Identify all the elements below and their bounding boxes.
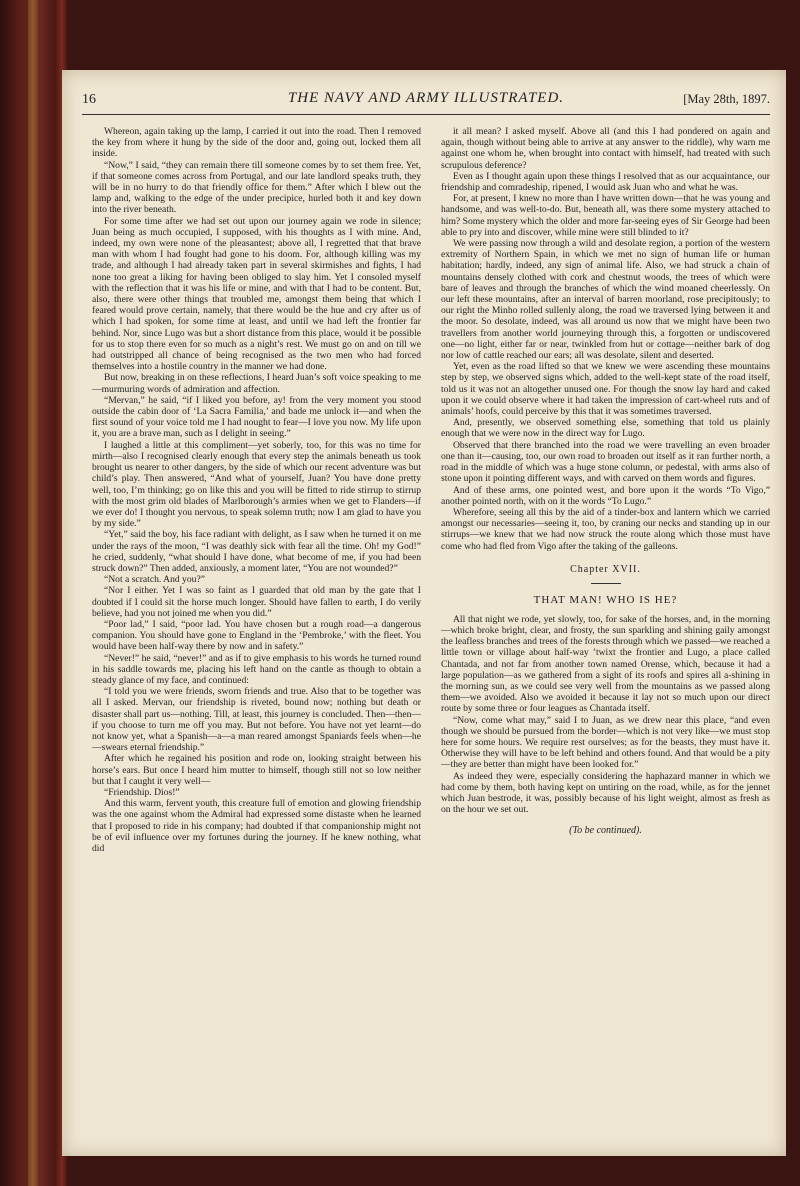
paragraph: “Friendship. Dios!” bbox=[104, 786, 180, 798]
paragraph: And of these arms, one pointed west, and bore upon it the words “To Vigo,” another pointed north, with on it the words “To Lugo.” bbox=[441, 484, 770, 507]
paragraph: After which he regained his position and rode on, looking straight between his horse’s ears. But once I heard him mutter to himself, though still not so low neither but that I caught it very well— bbox=[92, 753, 421, 787]
paragraph: But now, breaking in on these reflections, I heard Juan’s soft voice speaking to me—murmuring words of admiration and affection. bbox=[92, 372, 421, 395]
magazine-page bbox=[62, 70, 786, 1156]
paragraph: “I told you we were friends, sworn friends and true. Also that to be together was all I asked. Mervan, our friendship is riveted, bound now; nothing but death or disaster shall part us—nothing. Till, at least, this journey is concluded. Then—then—if you choose to turn me off you may. But not before. You have not yet learnt—do not know yet, what a Spanish—a—a man reared amongst Spaniards feels when—he—swears eternal friendship.” bbox=[92, 686, 421, 754]
paragraph: And this warm, fervent youth, this creature full of emotion and glowing friendship was the one against whom the Admiral had expressed some distaste when he learned that I proposed to ride in his company; had doubted if that companionship might not be of evil influence over my fortunes during the journey. If he knew nothing, what did bbox=[92, 798, 421, 854]
paragraph: I laughed a little at this compliment—yet soberly, too, for this was no time for mirth—also I recognised clearly enough that every step the animals beneath us took brought us nearer to other dangers, by the side of which our recent adventure was but child’s play. Then answered, “And what of yourself, Juan? You have done pretty well, too, I’m thinking; go on like this and you will be fitted to ride stirrup to stirrup with the most grim old blades of Marlborough’s armies when we get to Flanders—if we ever do! I thought you nervous, to speak solemn truth; now I am glad to have you by my side.” bbox=[92, 439, 421, 530]
running-title: THE NAVY AND ARMY ILLUSTRATED. bbox=[287, 90, 565, 106]
to-be-continued: (To be continued). bbox=[569, 825, 642, 837]
spine-band bbox=[28, 0, 38, 1186]
paragraph: “Now, come what may,” said I to Juan, as we drew near this place, “and even though we should be pursued from the border—which is not very like—we must stop here for some hours. We require rest ourselves; as for the beasts, they must have it. Otherwise they will have to be left behind and others found. And that would be a pity—they are better than might have been looked for.” bbox=[441, 714, 770, 771]
paragraph: “Yet,” said the boy, his face radiant with delight, as I saw when he turned it on me under the rays of the moon, “I was deathly sick with fear all the time. Oh! my God!” he cried, suddenly, “what should I have done, what become of me, if you had been struck down?” Then added, anxiously, a moment later, “You are not wounded?” bbox=[92, 529, 421, 574]
paragraph: “Mervan,” he said, “if I liked you before, ay! from the very moment you stood outside the cabin door of ‘La Sacra Familia,’ and bade me unlock it—and when the first sound of your voice told me I had nought to fear—I love you now. My life upon it, you are a brave man, such as I delight in seeing.” bbox=[92, 394, 421, 440]
right-column-body bbox=[441, 126, 770, 552]
page-header bbox=[82, 88, 770, 115]
chapter-heading: Chapter XVII. bbox=[570, 563, 641, 575]
chapter-rule bbox=[591, 583, 621, 584]
issue-date: [May 28th, 1897. bbox=[683, 92, 770, 106]
chapter-title: THAT MAN! WHO IS HE? bbox=[533, 593, 678, 606]
paragraph: Observed that there branched into the road we were travelling an even broader one than it—causing, too, our own road to broaden out itself as it ran further north, a road in the middle of which was a huge stone column, or pedestal, with arms also of stone upon it pointing different ways, and with carved on them words and figures. bbox=[441, 439, 770, 485]
text-columns bbox=[92, 126, 770, 1146]
paragraph: “Poor lad,” I said, “poor lad. You have chosen but a rough road—a dangerous companion. You should have gone to England in the ‘Pembroke,’ with the fleet. You would have been half-way there by now and in safety.” bbox=[92, 618, 421, 653]
paragraph: And, presently, we observed something else, something that told us plainly enough that we were now in the direct way for Lugo. bbox=[441, 417, 770, 440]
left-column bbox=[92, 126, 421, 1146]
paragraph: “Never!” he said, “never!” and as if to give emphasis to his words he turned round in his saddle towards me, placing his left hand on the cantle as though to obtain a steady glance of my face, and continued: bbox=[92, 652, 421, 686]
paragraph: “Not a scratch. And you?” bbox=[104, 574, 205, 586]
right-column bbox=[441, 126, 770, 1146]
paragraph: We were passing now through a wild and desolate region, a portion of the western extremity of Northern Spain, in which we met no sign of human life or human habitation; hardly, indeed, any sign of animal life. Also, we had struck a chain of mountains densely clothed with cork and chestnut woods, the trees of which were bare of leaves and through the branches of which the wind moaned cheerlessly. On our left these mountains, after an interval of barren moorland, rose precipitously; to our right the Minho rolled sullenly along, the road we traversed lying between it and the moor. So desolate, indeed, was all around us now that we might have been two travellers from another world journeying through this, a forgotten or undiscovered one—no light, either far or near, twinkled from hut or cottage—neither bark of dog nor low of cattle reached our ears; all was desolate, silent and deserted. bbox=[441, 238, 770, 362]
paragraph: “Nor I either. Yet I was so faint as I guarded that old man by the gate that I doubted if I could sit the horse much longer. Should have fallen to earth, I do verily believe, had you not joined me when you did.” bbox=[92, 585, 421, 619]
paragraph: Yet, even as the road lifted so that we knew we were ascending these mountains step by step, we observed signs which, added to the well-kept state of the road itself, told us it was not an altogether unused one. For though the snow lay hard and caked upon it we could observe where it had taken the impression of cart-wheel ruts and of animals’ hoofs, could perceive by this that it was sometimes traversed. bbox=[441, 361, 770, 418]
paragraph: All that night we rode, yet slowly, too, for sake of the horses, and, in the morning—which broke bright, clear, and frosty, the sun sparkling and shining gaily amongst the leafless branches and trees of the forests through which we passed—we reached a little town or village about half-way ’twixt the frontier and Lugo, a place called Chantada, and not far from another town named Orense, which, because it had a large population—as we gathered from a sight of its roofs and spires all a-shining in the morning sun, as we could see very well from the mountains as we passed along them—we avoided. Also we avoided it because it lay not so much upon our direct route by some three or four leagues as Chantada itself. bbox=[441, 613, 770, 715]
paragraph: As indeed they were, especially considering the haphazard manner in which we had come by them, both having kept on untiring on the road, while, as for the jennet which Juan bestrode, it was, possibly because of his light weight, almost as fresh as on the hour we set out. bbox=[441, 770, 770, 816]
chapter-body bbox=[441, 614, 770, 816]
paragraph: Wherefore, seeing all this by the aid of a tinder-box and lantern which we carried amongst our necessaries—seeing it, too, by craning our necks and standing up in our stirrups—we knew that we had now struck the route along which those must have come who had fled from Vigo after the taking of the galleons. bbox=[441, 506, 770, 552]
paragraph: Whereon, again taking up the lamp, I carried it out into the road. Then I removed the key from where it hung by the side of the door and, going out, locked them all inside. bbox=[92, 126, 421, 160]
paragraph: For, at present, I knew no more than I have written down—that he was young and handsome, and was well-to-do. But, beneath all, was there some mystery attached to him? Some mystery which the older and more far-seeing eyes of Sir George had been able to pry into and discover, while mine were still blinded to it? bbox=[441, 193, 770, 238]
page-number: 16 bbox=[82, 92, 96, 107]
paragraph: Even as I thought again upon these things I resolved that as our acquaintance, our friendship and comradeship, ripened, I would ask Juan who and what he was. bbox=[441, 170, 770, 194]
paragraph: “Now,” I said, “they can remain there till someone comes by to set them free. Yet, if that someone comes across from Portugal, and our late landlord speaks truth, they will be in no hurry to do that friendly office for them.” After which I blew out the lamp and, walking to the edge of the under precipice, hurled both it and key down into the river beneath. bbox=[92, 159, 421, 216]
paragraph: For some time after we had set out upon our journey again we rode in silence; Juan being as much occupied, I supposed, with his thoughts as I with mine. And, indeed, my own were none of the pleasantest; above all, I regretted that that brave man with whom I had fought had gone to his doom. For, although killing was my trade, and although I had already taken part in several skirmishes and fights, I had none too great a liking for having been obliged to slay him. Yet I consoled myself with the reflection that it was his life or mine, and with that I had to be content. But, also, there were other things that troubled me, amongst them being that which I feared would prove certain, namely, that there would be the hue and cry after us of which I had spoken, for some time at least, and until we had left the frontier far behind. Nor, since Lugo was but a short distance from this place, would it be possible for us to stop there even for so much as a night’s rest. We must go on and on till we had outstripped all chance of being recognised as the two men who had forced themselves into a hostile country in the manner we had done. bbox=[92, 215, 421, 373]
paragraph: it all mean? I asked myself. Above all (and this I had pondered on again and again, though without being able to arrive at any answer to the riddle), why warn me against one whom he, when brought into contact with himself, had treated with such scrupulous deference? bbox=[441, 126, 770, 171]
